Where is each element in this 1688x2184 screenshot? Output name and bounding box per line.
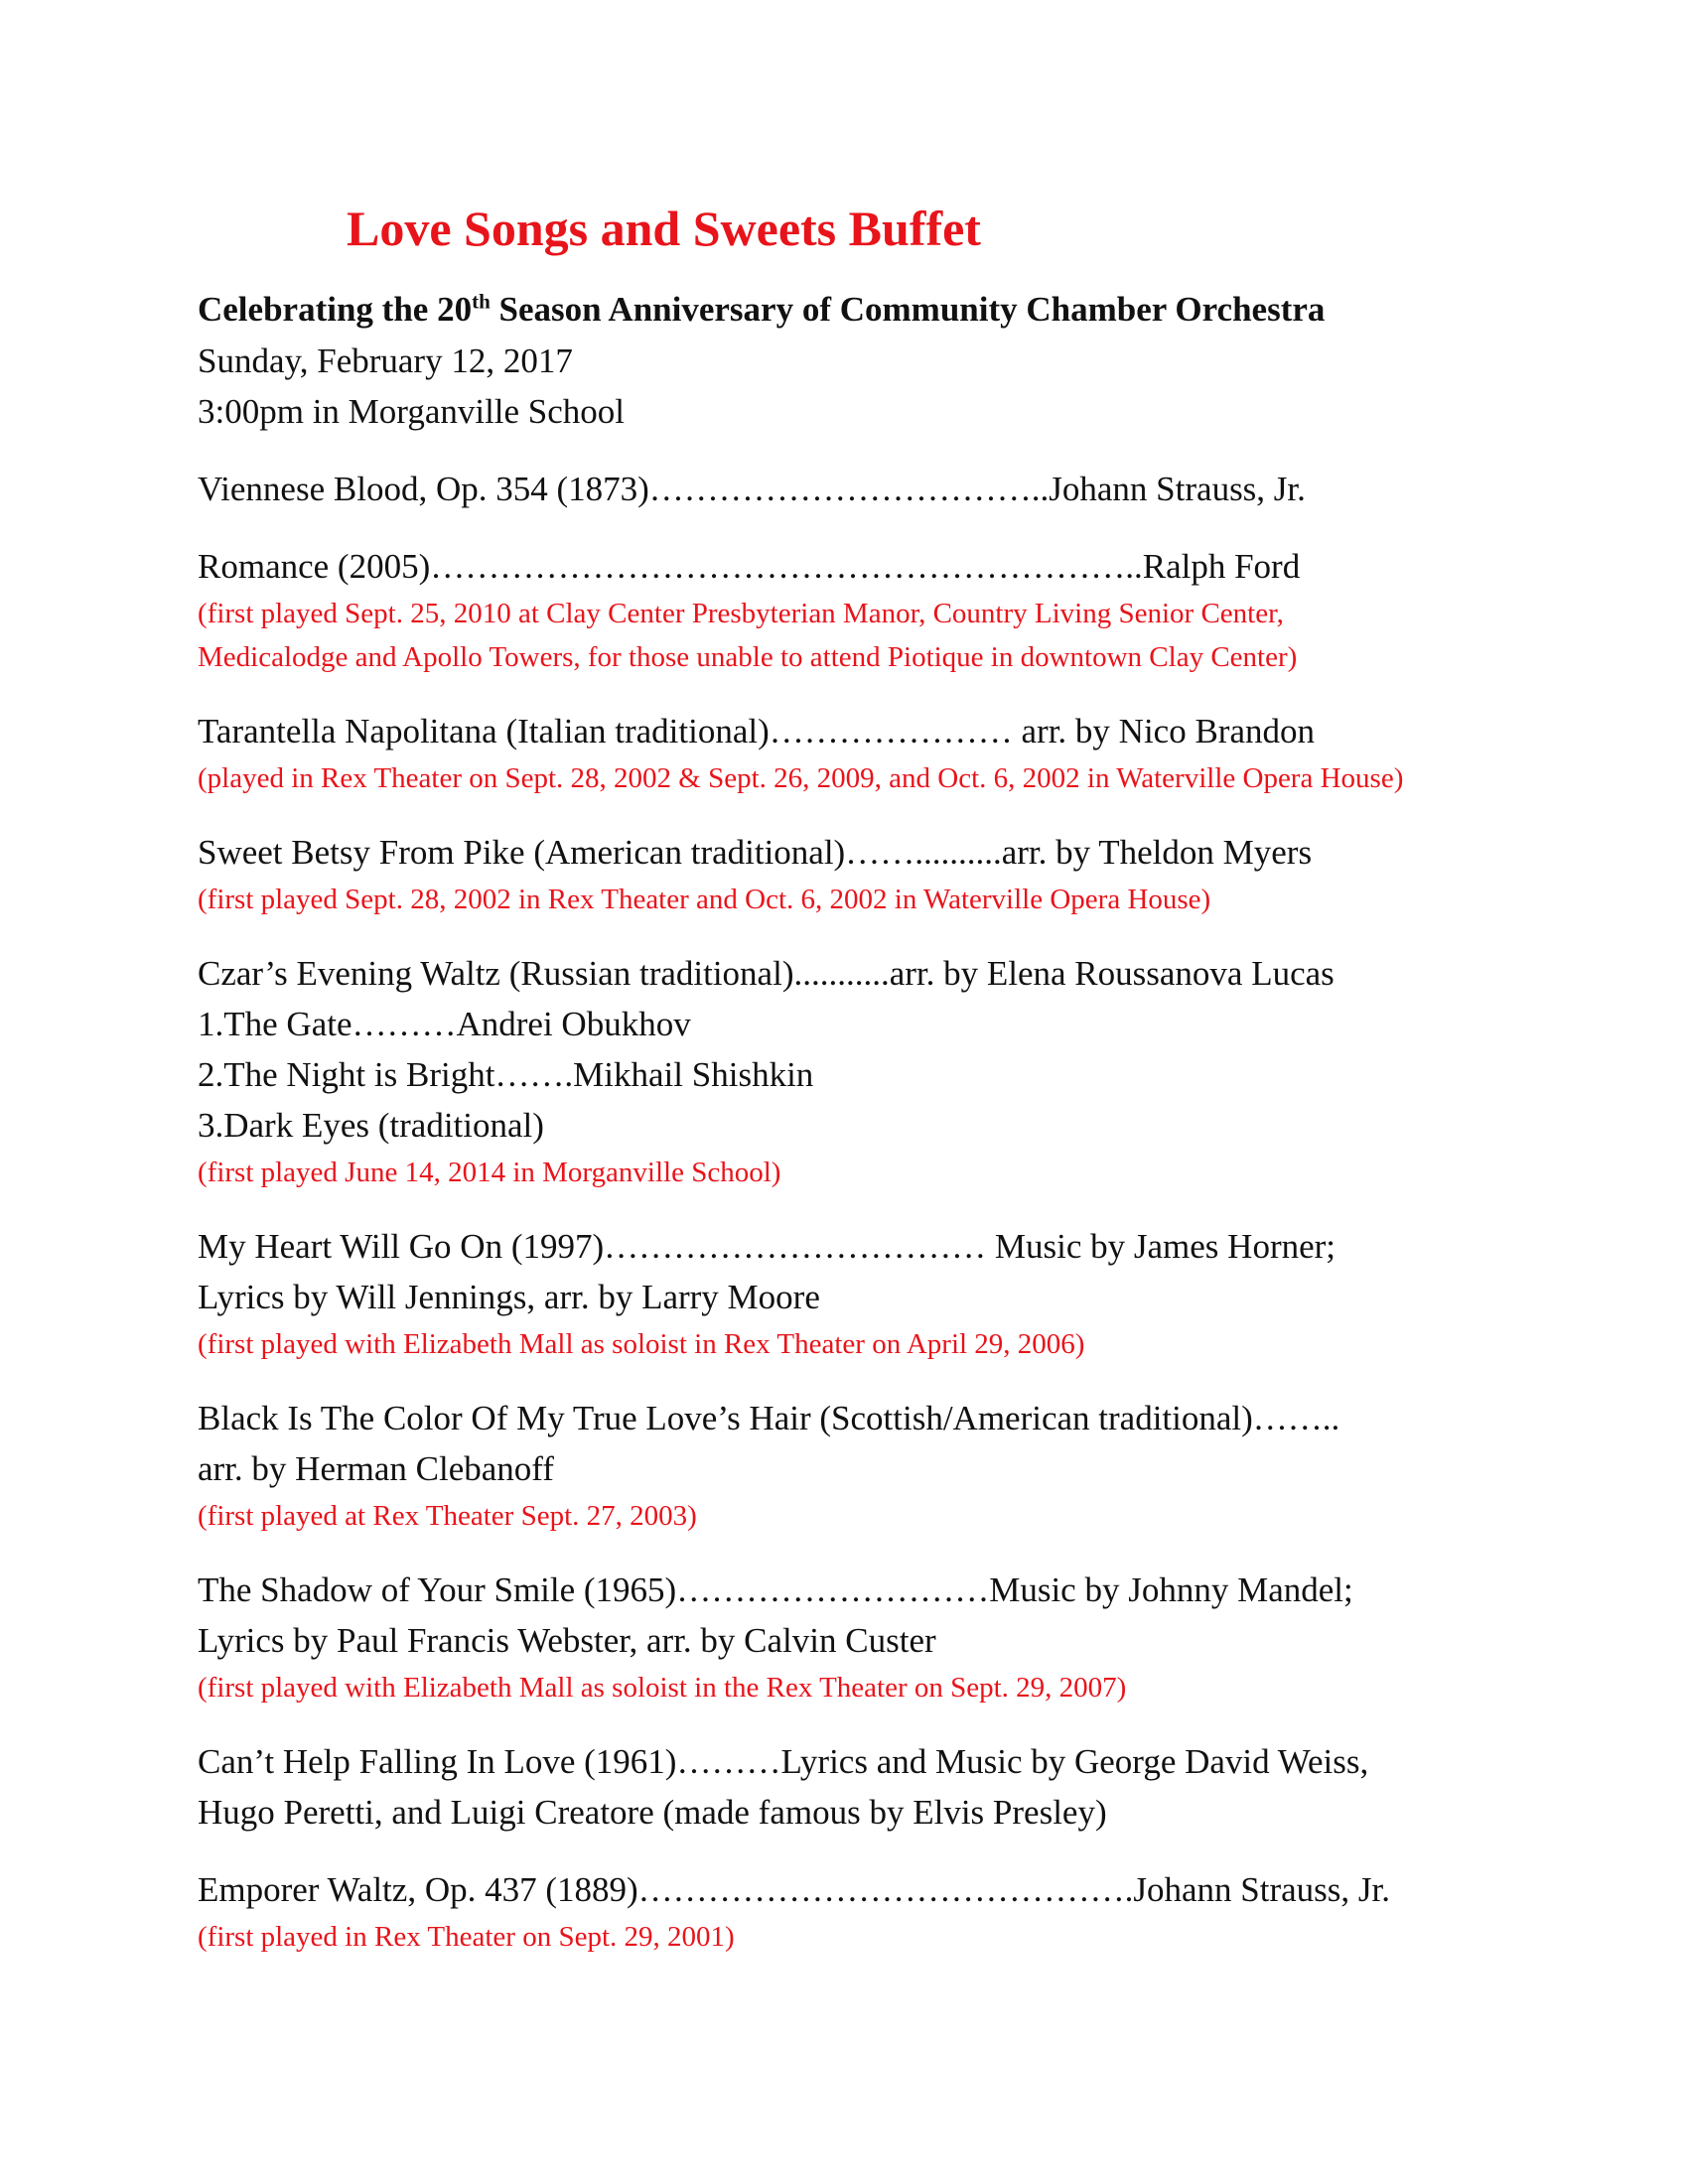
piece-title-line: The Shadow of Your Smile (1965)………………………Music by Johnny Mandel; (198, 1570, 1353, 1609)
program-subtitle (198, 284, 1627, 336)
program-item (198, 1565, 1627, 1709)
piece-detail-line: Lyrics by Will Jennings, arr. by Larry Moore (198, 1278, 820, 1316)
event-time-place: 3:00pm in Morganville School (198, 392, 626, 431)
piece-title-line: Romance (2005)……………………………………………………..Ralph Ford (198, 547, 1301, 586)
event-date: Sunday, February 12, 2017 (198, 341, 573, 380)
piece-detail-line: 3.Dark Eyes (traditional) (198, 1106, 544, 1145)
program-item (198, 1864, 1627, 1959)
program-page (198, 199, 1627, 1959)
performance-note: (first played Sept. 25, 2010 at Clay Center Presbyterian Manor, Country Living Senior Center, (198, 598, 1284, 629)
performance-note: Medicalodge and Apollo Towers, for those unable to attend Piotique in downtown Clay Center) (198, 641, 1298, 673)
piece-detail-line: Hugo Peretti, and Luigi Creatore (made famous by Elvis Presley) (198, 1793, 1107, 1832)
program-title: Love Songs and Sweets Buffet (347, 201, 981, 256)
program-item (198, 827, 1627, 921)
piece-title-line: Sweet Betsy From Pike (American traditional)……..........arr. by Theldon Myers (198, 833, 1313, 872)
program-item (198, 948, 1627, 1194)
performance-note: (first played at Rex Theater Sept. 27, 2003) (198, 1500, 697, 1532)
program-item (198, 541, 1627, 679)
subtitle-text-end: Season Anniversary of Community Chamber Orchestra (490, 290, 1326, 329)
piece-title-line: Czar’s Evening Waltz (Russian traditional)...........arr. by Elena Roussanova Lucas (198, 954, 1335, 993)
performance-note: (first played Sept. 28, 2002 in Rex Theater and Oct. 6, 2002 in Waterville Opera House) (198, 884, 1211, 915)
program-item (198, 1736, 1627, 1838)
performance-note: (first played with Elizabeth Mall as soloist in the Rex Theater on Sept. 29, 2007) (198, 1672, 1127, 1704)
piece-title-line: Can’t Help Falling In Love (1961)………Lyrics and Music by George David Weiss, (198, 1742, 1369, 1781)
piece-detail-line: 1.The Gate………Andrei Obukhov (198, 1005, 691, 1043)
piece-title-line: Viennese Blood, Op. 354 (1873)……………………………..Johann Strauss, Jr. (198, 470, 1306, 508)
piece-detail-line: 2.The Night is Bright…….Mikhail Shishkin (198, 1055, 814, 1094)
subtitle-text-start: Celebrating the 20 (198, 290, 473, 329)
piece-detail-line: Lyrics by Paul Francis Webster, arr. by Calvin Custer (198, 1621, 936, 1660)
program-item (198, 1393, 1627, 1538)
piece-title-line: Black Is The Color Of My True Love’s Hair (Scottish/American traditional)…….. (198, 1399, 1340, 1437)
piece-title-line: My Heart Will Go On (1997)…………………………… Music by James Horner; (198, 1227, 1336, 1266)
performance-note: (played in Rex Theater on Sept. 28, 2002 & Sept. 26, 2009, and Oct. 6, 2002 in Waterville Opera House) (198, 762, 1404, 794)
subtitle-ordinal-suffix: th (472, 289, 491, 314)
piece-title-line: Tarantella Napolitana (Italian traditional)………………… arr. by Nico Brandon (198, 712, 1315, 751)
performance-note: (first played with Elizabeth Mall as soloist in Rex Theater on April 29, 2006) (198, 1328, 1085, 1360)
performance-note: (first played in Rex Theater on Sept. 29, 2001) (198, 1921, 735, 1953)
piece-detail-line: arr. by Herman Clebanoff (198, 1449, 554, 1488)
program-item (198, 464, 1627, 514)
piece-title-line: Emporer Waltz, Op. 437 (1889)…………………………………….Johann Strauss, Jr. (198, 1870, 1391, 1909)
program-item (198, 706, 1627, 800)
performance-note: (first played June 14, 2014 in Morganville School) (198, 1157, 781, 1188)
program-item (198, 1221, 1627, 1366)
program-list (198, 464, 1627, 1959)
